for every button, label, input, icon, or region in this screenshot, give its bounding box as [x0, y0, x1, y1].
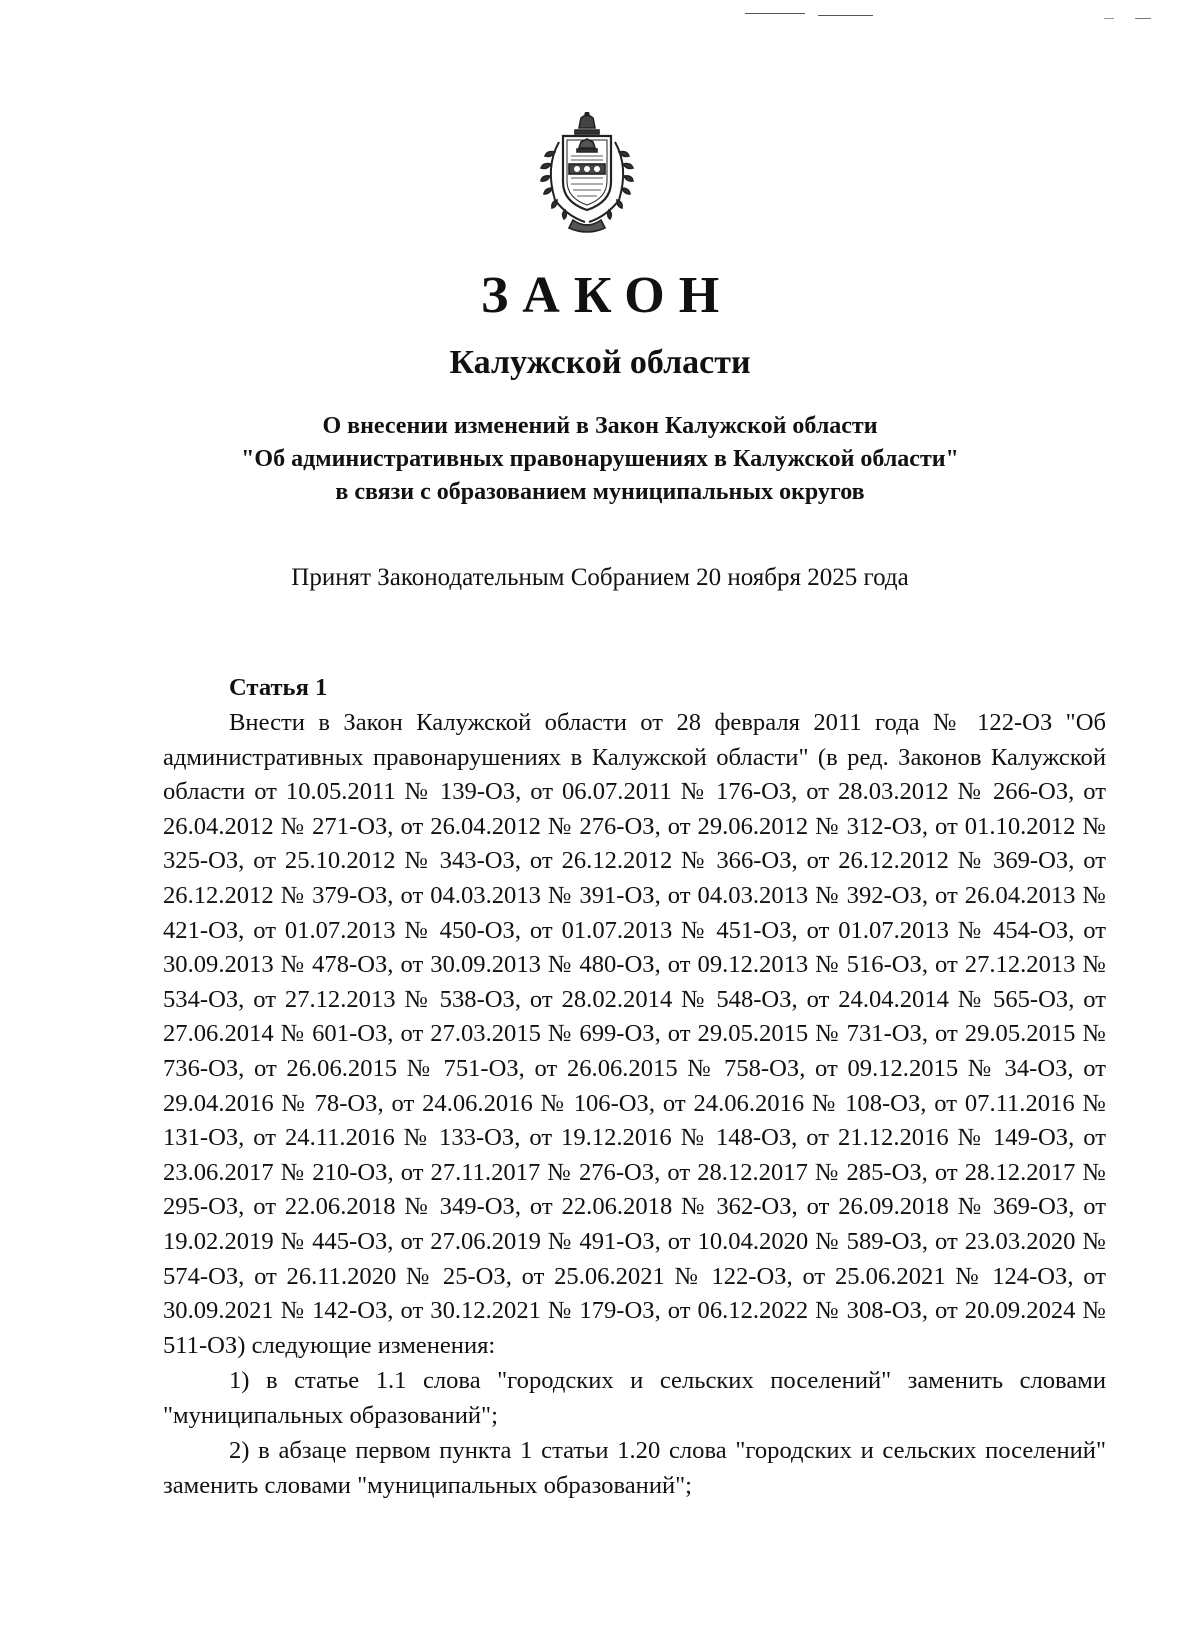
article-body	[163, 670, 1106, 1504]
law-subject	[0, 410, 1200, 509]
scan-artifact	[818, 15, 873, 16]
law-title: ЗАКОН	[480, 267, 734, 324]
amendment-item: 1) в статье 1.1 слова "городских и сельских поселений" заменить словами "муниципальных образований";	[163, 1367, 1106, 1429]
scan-artifact	[1135, 18, 1151, 19]
subject-line: О внесении изменений в Закон Калужской области	[322, 413, 878, 439]
scan-artifact	[745, 13, 805, 14]
amendment-item: 2) в абзаце первом пункта 1 статьи 1.20 слова "городских и сельских поселений" заменить словами "муниципальных образований";	[163, 1437, 1106, 1500]
adoption-note: Принят Законодательным Собранием 20 ноября 2025 года	[291, 564, 909, 591]
article-heading: Статья 1	[229, 674, 328, 701]
coat-of-arms-icon	[535, 112, 639, 234]
subject-line: "Об административных правонарушениях в Калужской области"	[241, 446, 959, 472]
region-title: Калужской области	[449, 344, 751, 381]
subject-line: в связи с образованием муниципальных округов	[335, 479, 865, 505]
scan-artifact	[1104, 18, 1114, 19]
article-paragraph: Внести в Закон Калужской области от 28 февраля 2011 года № 122-ОЗ "Об административных правонарушениях в Калужской области" (в ред. Законов Калужской области от 10.05.2011 № 139-ОЗ, от 06.07.2011 № 176-ОЗ, от 28.03.2012 № 266-ОЗ, от 26.04.2012 № 271-ОЗ, от 26.04.2012 № 276-ОЗ, от 29.06.2012 № 312-ОЗ, от 01.10.2012 № 325-ОЗ, от 25.10.2012 № 343-ОЗ, от 26.12.2012 № 366-ОЗ, от 26.12.2012 № 369-ОЗ, от 26.12.2012 № 379-ОЗ, от 04.03.2013 № 391-ОЗ, от 04.03.2013 № 392-ОЗ, от 26.04.2013 № 421-ОЗ, от 01.07.2013 № 450-ОЗ, от 01.07.2013 № 451-ОЗ, от 01.07.2013 № 454-ОЗ, от 30.09.2013 № 478-ОЗ, от 30.09.2013 № 480-ОЗ, от 09.12.2013 № 516-ОЗ, от 27.12.2013 № 534-ОЗ, от 27.12.2013 № 538-ОЗ, от 28.02.2014 № 548-ОЗ, от 24.04.2014 № 565-ОЗ, от 27.06.2014 № 601-ОЗ, от 27.03.2015 № 699-ОЗ, от 29.05.2015 № 731-ОЗ, от 29.05.2015 № 736-ОЗ, от 26.06.2015 № 751-ОЗ, от 26.06.2015 № 758-ОЗ, от 09.12.2015 № 34-ОЗ, от 29.04.2016 № 78-ОЗ, от 24.06.2016 № 106-ОЗ, от 24.06.2016 № 108-ОЗ, от 07.11.2016 № 131-ОЗ, от 24.11.2016 № 133-ОЗ, от 19.12.2016 № 148-ОЗ, от 21.12.2016 № 149-ОЗ, от 23.06.2017 № 210-ОЗ, от 27.11.2017 № 276-ОЗ, от 28.12.2017 № 285-ОЗ, от 28.12.2017 № 295-ОЗ, от 22.06.2018 № 349-ОЗ, от 22.06.2018 № 362-ОЗ, от 26.09.2018 № 369-ОЗ, от 19.02.2019 № 445-ОЗ, от 27.06.2019 № 491-ОЗ, от 10.04.2020 № 589-ОЗ, от 23.03.2020 № 574-ОЗ, от 26.11.2020 № 25-ОЗ, от 25.06.2021 № 122-ОЗ, от 25.06.2021 № 124-ОЗ, от 30.09.2021 № 142-ОЗ, от 30.12.2021 № 179-ОЗ, от 06.12.2022 № 308-ОЗ, от 20.09.2024 № 511-ОЗ) следующие изменения:	[163, 709, 1106, 1359]
